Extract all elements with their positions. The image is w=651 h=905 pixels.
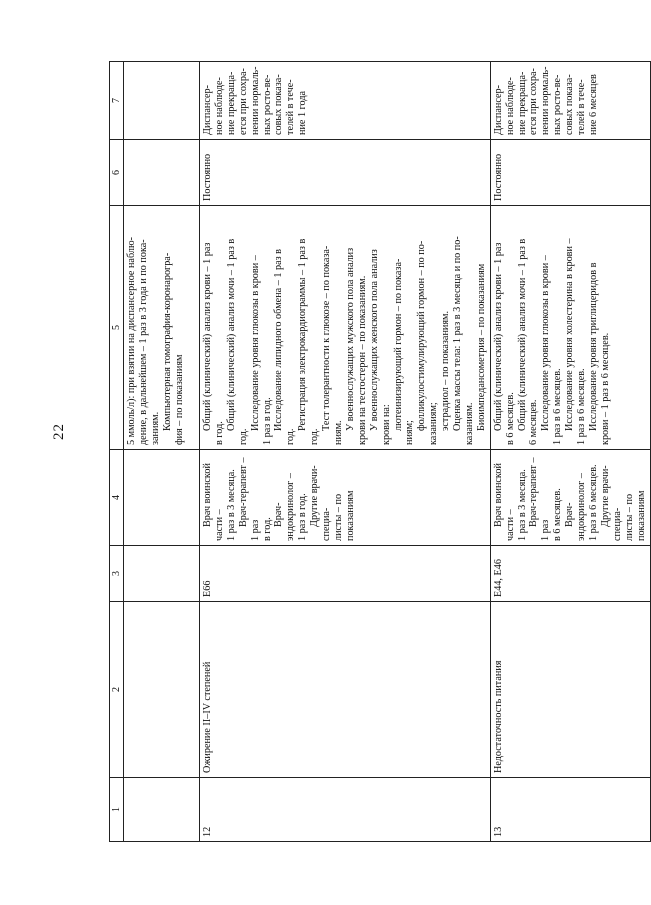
cont-line: фия – по показаниям <box>173 354 185 445</box>
exam-line: год. <box>309 428 321 445</box>
col-header-6: 6 <box>110 140 124 206</box>
criteria-line: ется при сохра- <box>237 68 249 135</box>
disease-name: Недостаточность питания <box>490 602 650 778</box>
exam-line: Оценка массы тела: 1 раз в 3 месяца и по по- <box>452 236 464 431</box>
table-row <box>490 62 650 842</box>
exam-line: фолликулостимулирующий гормон – по по- <box>416 240 428 431</box>
criteria-line: совых показа- <box>273 74 285 135</box>
continuation-row <box>124 62 200 842</box>
spec-line: 1 раз в 3 месяца. <box>225 469 237 541</box>
exam-line: Исследование липидного обмена – 1 раз в <box>273 249 285 431</box>
exam-line: 6 месяцев. <box>528 399 540 445</box>
criteria-line: телей в тече- <box>285 79 297 135</box>
exam-line: год. <box>285 428 297 445</box>
exam-line: эстрадиол – по показаниям. <box>440 310 452 431</box>
spec-line: 1 раз в год. <box>297 493 309 541</box>
criteria-cell <box>490 62 650 140</box>
spec-line: Врач воинской части – <box>202 463 225 541</box>
spec-line: Другие врачи-специа- <box>599 465 623 541</box>
cont-line: Компьютерная томография-коронарогра- <box>161 252 173 431</box>
cont-cell-1 <box>124 778 200 842</box>
exam-line: Регистрация электрокардиограммы – 1 раз в <box>297 238 309 431</box>
exams-cell <box>490 206 650 450</box>
spec-line: листы – по показаниям <box>623 490 647 541</box>
table-row <box>200 62 491 842</box>
criteria-line: ние прекраща- <box>225 71 237 135</box>
spec-line: в год. <box>261 517 273 541</box>
icd-code: E66 <box>200 546 491 602</box>
criteria-line: телей в тече- <box>576 79 588 135</box>
cont-cell-3 <box>124 546 200 602</box>
exam-line: казаниям. <box>463 402 475 445</box>
exam-line: Общий (клинический) анализ крови – 1 раз <box>492 242 504 431</box>
period-cell: Постоянно <box>200 140 491 206</box>
exam-line: 1 раз в 6 месяцев. <box>576 368 588 445</box>
spec-line: Врач-эндокринолог – <box>564 472 588 541</box>
spec-line: в 6 месяцев. <box>552 488 564 541</box>
spec-line: Врач воинской части – <box>492 463 516 541</box>
criteria-line: Диспансер- <box>492 84 504 135</box>
icd-code: E44, E46 <box>490 546 650 602</box>
cont-line: дение, в дальнейшем – 1 раз в 3 года и по пока- <box>137 239 149 445</box>
spec-line: 1 раз в 6 месяцев. <box>588 464 599 541</box>
criteria-cell <box>200 62 491 140</box>
criteria-line: ных росто-ве- <box>261 74 273 135</box>
col-header-4: 4 <box>110 450 124 546</box>
exam-line: Исследование уровня глюкозы в крови – <box>540 255 552 431</box>
dispensary-table <box>109 61 651 842</box>
exam-line: ниям; <box>404 420 416 445</box>
specialists-cell <box>490 450 650 546</box>
exam-line: крови на: <box>380 404 392 445</box>
criteria-line: нении нормаль- <box>249 66 261 135</box>
exam-line: Общий (клинический) анализ мочи – 1 раз в <box>225 238 237 431</box>
spec-line: Врач-эндокринолог – <box>273 472 297 541</box>
exam-line: 1 раз в 6 месяцев. <box>552 368 564 445</box>
exam-line: 1 раз в год. <box>261 397 273 445</box>
cont-line: 5 ммоль/л): при взятии на диспансерное наблю- <box>126 237 137 445</box>
exam-line: Исследование уровня триглицеридов в <box>588 262 599 431</box>
exam-line: ниям. <box>332 420 344 445</box>
spec-line: Другие врачи-специа- <box>309 465 333 541</box>
exam-line: Тест толерантности к глюкозе – по показа- <box>321 245 333 431</box>
row-number: 13 <box>490 778 650 842</box>
col-header-2: 2 <box>110 602 124 778</box>
cont-cell-2 <box>124 602 200 778</box>
spec-line: Врач-терапевт – 1 раз <box>237 457 261 541</box>
period-cell: Постоянно <box>490 140 650 206</box>
exam-line: лютеинизирующий гормон – по показа- <box>392 258 404 431</box>
exams-cell <box>200 206 491 450</box>
col-header-3: 3 <box>110 546 124 602</box>
exam-line: У военнослужащих женского пола анализ <box>368 249 380 431</box>
exam-line: Исследование уровня холестерина в крови – <box>564 238 576 431</box>
exam-line: в 6 месяцев. <box>504 392 516 445</box>
page-number: 22 <box>51 423 67 440</box>
cont-cell-6 <box>124 140 200 206</box>
spec-line: листы – по показаниям <box>332 490 356 541</box>
spec-line: Врач-терапевт – 1 раз <box>528 457 552 541</box>
rotated-table-wrapper <box>109 62 647 842</box>
spec-line: 1 раз в 3 месяца. <box>516 469 528 541</box>
cont-cell-7 <box>124 62 200 140</box>
criteria-line: Диспансер- <box>202 84 213 135</box>
exam-line: крови на тестостерон – по показаниям. <box>356 275 368 445</box>
cont-exams-cell <box>124 206 200 450</box>
criteria-line: ние 6 месяцев <box>588 74 599 135</box>
exam-line: Общий (клинический) анализ крови – 1 раз <box>202 242 213 431</box>
cont-cell-4 <box>124 450 200 546</box>
criteria-line: ние 1 года <box>297 90 309 135</box>
cont-line: заниям. <box>149 411 161 445</box>
exam-line: крови – 1 раз в 6 месяцев. <box>599 332 611 445</box>
col-header-7: 7 <box>110 62 124 140</box>
row-number: 12 <box>200 778 491 842</box>
exam-line: в год. <box>213 421 225 445</box>
exam-line: Исследование уровня глюкозы в крови – <box>249 255 261 431</box>
specialists-cell <box>200 450 491 546</box>
criteria-line: ное наблюде- <box>504 77 516 135</box>
disease-name: Ожирение II–IV степеней <box>200 602 491 778</box>
header-row <box>110 62 124 842</box>
criteria-line: ется при сохра- <box>528 68 540 135</box>
criteria-line: ных росто-ве- <box>552 74 564 135</box>
criteria-line: ние прекраща- <box>516 71 528 135</box>
criteria-line: ное наблюде- <box>213 77 225 135</box>
exam-line: У военнослужащих мужского пола анализ <box>344 247 356 431</box>
criteria-line: совых показа- <box>564 74 576 135</box>
exam-line: Общий (клинический) анализ мочи – 1 раз в <box>516 238 528 431</box>
exam-line: год. <box>237 428 249 445</box>
col-header-5: 5 <box>110 206 124 450</box>
col-header-1: 1 <box>110 778 124 842</box>
exam-line: Биоимпедансометрия – по показаниям <box>475 263 487 431</box>
exam-line: казаниям; <box>428 402 440 445</box>
criteria-line: нении нормаль- <box>540 66 552 135</box>
